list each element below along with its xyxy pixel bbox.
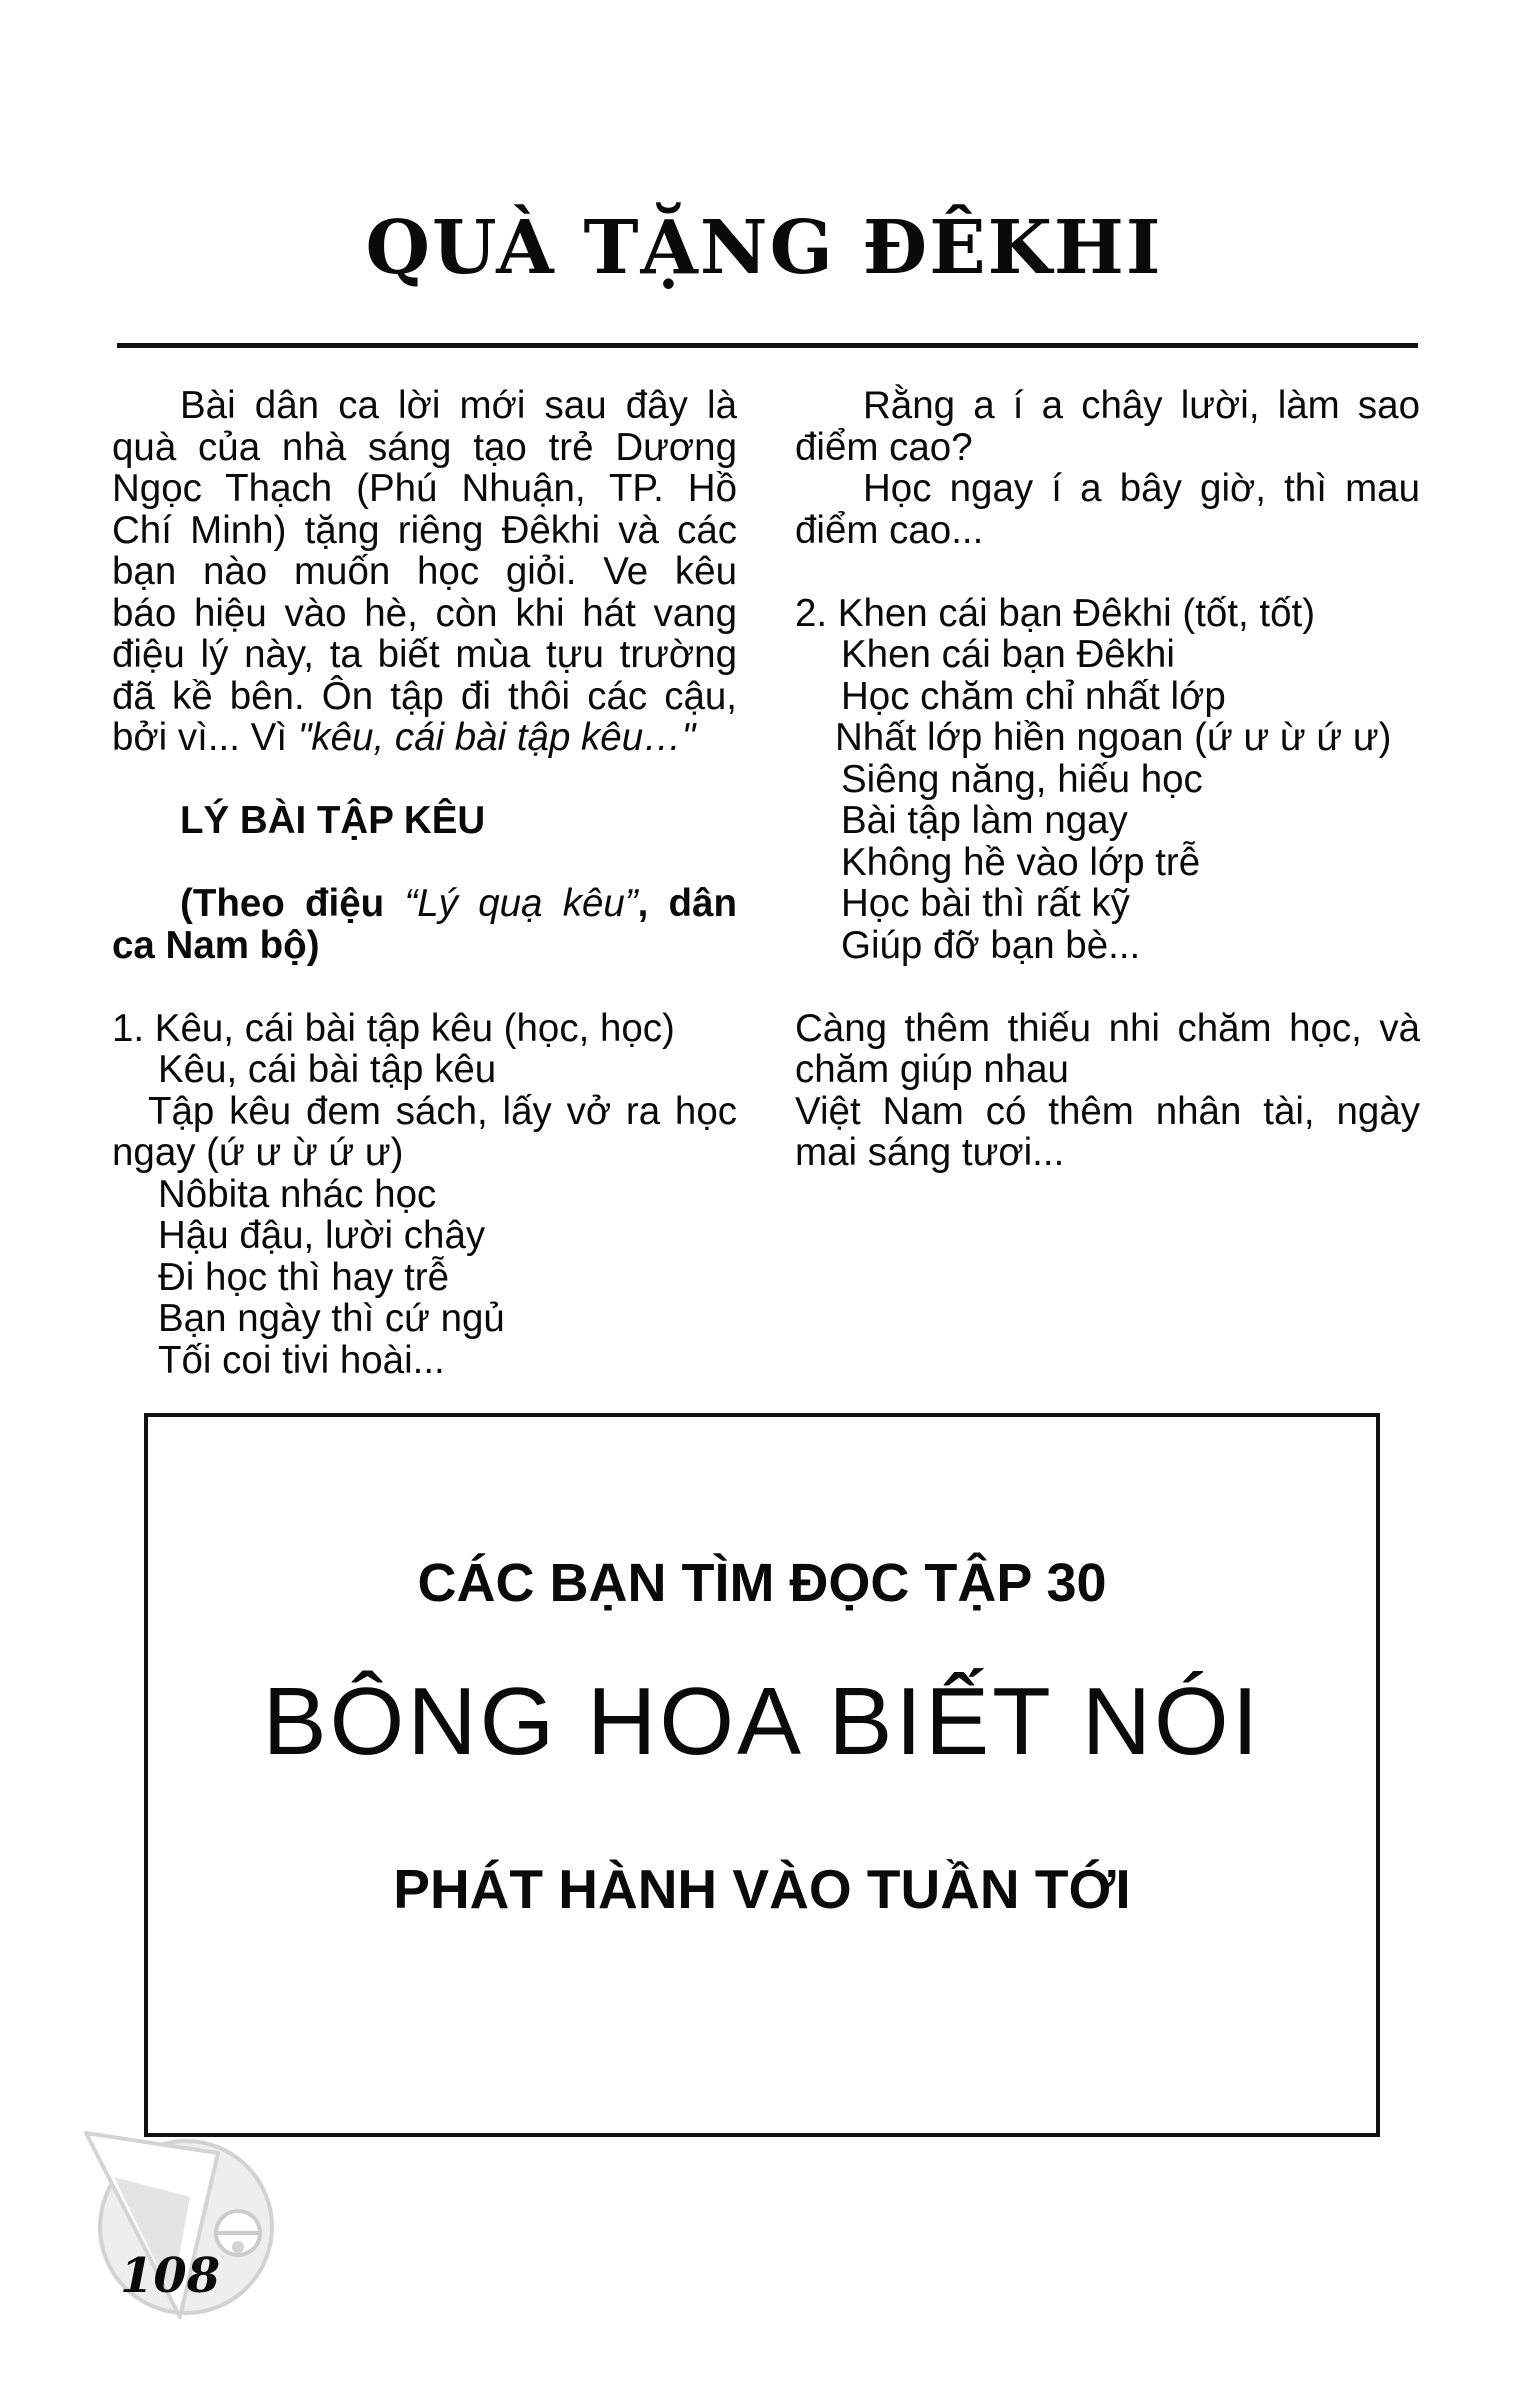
intro-line: bạn nào muốn học giỏi. Ve kêu [112, 550, 737, 593]
closing [795, 1008, 1420, 1174]
verse-1 [112, 1008, 737, 1382]
announcement-line1: CÁC BẠN TÌM ĐỌC TẬP 30 [417, 1553, 1107, 1613]
song-subtitle-line2: ca Nam bộ) [112, 923, 320, 967]
title-divider [117, 343, 1418, 348]
verse-line: Nhất lớp hiền ngoan (ứ ư ừ ứ ư) [835, 716, 1392, 759]
page-number: 108 [120, 2248, 221, 2304]
verse-line: 1. Kêu, cái bài tập kêu (học, học) [112, 1006, 675, 1050]
intro-line: đã kề bên. Ôn tập đi thôi các cậu, [112, 674, 737, 718]
verse-line: Tối coi tivi hoài... [158, 1338, 445, 1382]
verse-line: Học chăm chỉ nhất lớp [841, 674, 1226, 718]
song-subtitle-line1 [112, 883, 737, 925]
verse-line: ngay (ứ ư ừ ứ ư) [112, 1131, 404, 1174]
verse-line: Giúp đỡ bạn bè... [841, 923, 1141, 967]
announcement-title: BÔNG HOA BIẾT NÓI [262, 1668, 1262, 1775]
intro-paragraph [112, 385, 737, 759]
verse-line: Kêu, cái bài tập kêu [158, 1048, 497, 1091]
closing-line: Việt Nam có thêm nhân tài, ngày [795, 1089, 1420, 1133]
intro-last-plain: bởi vì... Vì [112, 716, 298, 759]
verse-line: Khen cái bạn Đêkhi [841, 633, 1175, 676]
intro-line: báo hiệu vào hè, còn khi hát vang [112, 591, 737, 635]
verse-line: Không hề vào lớp trễ [841, 840, 1201, 884]
verse-line: Học bài thì rất kỹ [841, 882, 1130, 925]
verse-2 [795, 593, 1420, 967]
verse-line: Nôbita nhác học [158, 1172, 437, 1216]
verse-line: Siêng năng, hiếu học [841, 757, 1203, 801]
subtitle-prefix: (Theo điệu [180, 882, 405, 925]
verse-line: Tập kêu đem sách, lấy vở ra học [148, 1089, 737, 1133]
verse-line: Hậu đậu, lười chây [158, 1214, 486, 1257]
closing-line: chăm giúp nhau [795, 1048, 1069, 1091]
intro-line: Chí Minh) tặng riêng Đêkhi và các [112, 508, 737, 552]
refrain-line: điểm cao? [795, 425, 973, 469]
intro-last-line [112, 717, 737, 759]
refrain-line: Rằng a í a chây lười, làm sao [863, 384, 1420, 427]
intro-last-quote: "kêu, cái bài tập kêu…" [297, 716, 696, 759]
announcement-box [144, 1413, 1380, 2137]
left-column [112, 385, 737, 1381]
verse-line: Bạn ngày thì cứ ngủ [158, 1297, 505, 1340]
refrain-line: Học ngay í a bây giờ, thì mau [863, 467, 1420, 510]
refrain [795, 385, 1420, 551]
closing-line: mai sáng tươi... [795, 1131, 1065, 1174]
verse-line: Bài tập làm ngay [841, 799, 1128, 842]
subtitle-tune: “Lý quạ kêu” [404, 882, 638, 925]
right-column [795, 385, 1420, 1174]
song-title: LÝ BÀI TẬP KÊU [180, 799, 486, 842]
verse-line: Đi học thì hay trễ [158, 1255, 450, 1299]
intro-line: Ngọc Thạch (Phú Nhuận, TP. Hồ [112, 467, 737, 510]
page-title: QUÀ TẶNG ĐÊKHI [365, 205, 1163, 291]
intro-line: quà của nhà sáng tạo trẻ Dương [112, 425, 737, 469]
verse-line: 2. Khen cái bạn Đêkhi (tốt, tốt) [795, 591, 1316, 635]
refrain-line: điểm cao... [795, 508, 984, 552]
closing-line: Càng thêm thiếu nhi chăm học, và [795, 1006, 1420, 1050]
song-subtitle [112, 883, 737, 966]
intro-line: Bài dân ca lời mới sau đây là [180, 384, 737, 427]
subtitle-suffix: , dân [637, 882, 737, 925]
announcement-line3: PHÁT HÀNH VÀO TUẦN TỚI [393, 1858, 1131, 1920]
intro-line: điệu lý này, ta biết mùa tựu trường [112, 633, 737, 676]
